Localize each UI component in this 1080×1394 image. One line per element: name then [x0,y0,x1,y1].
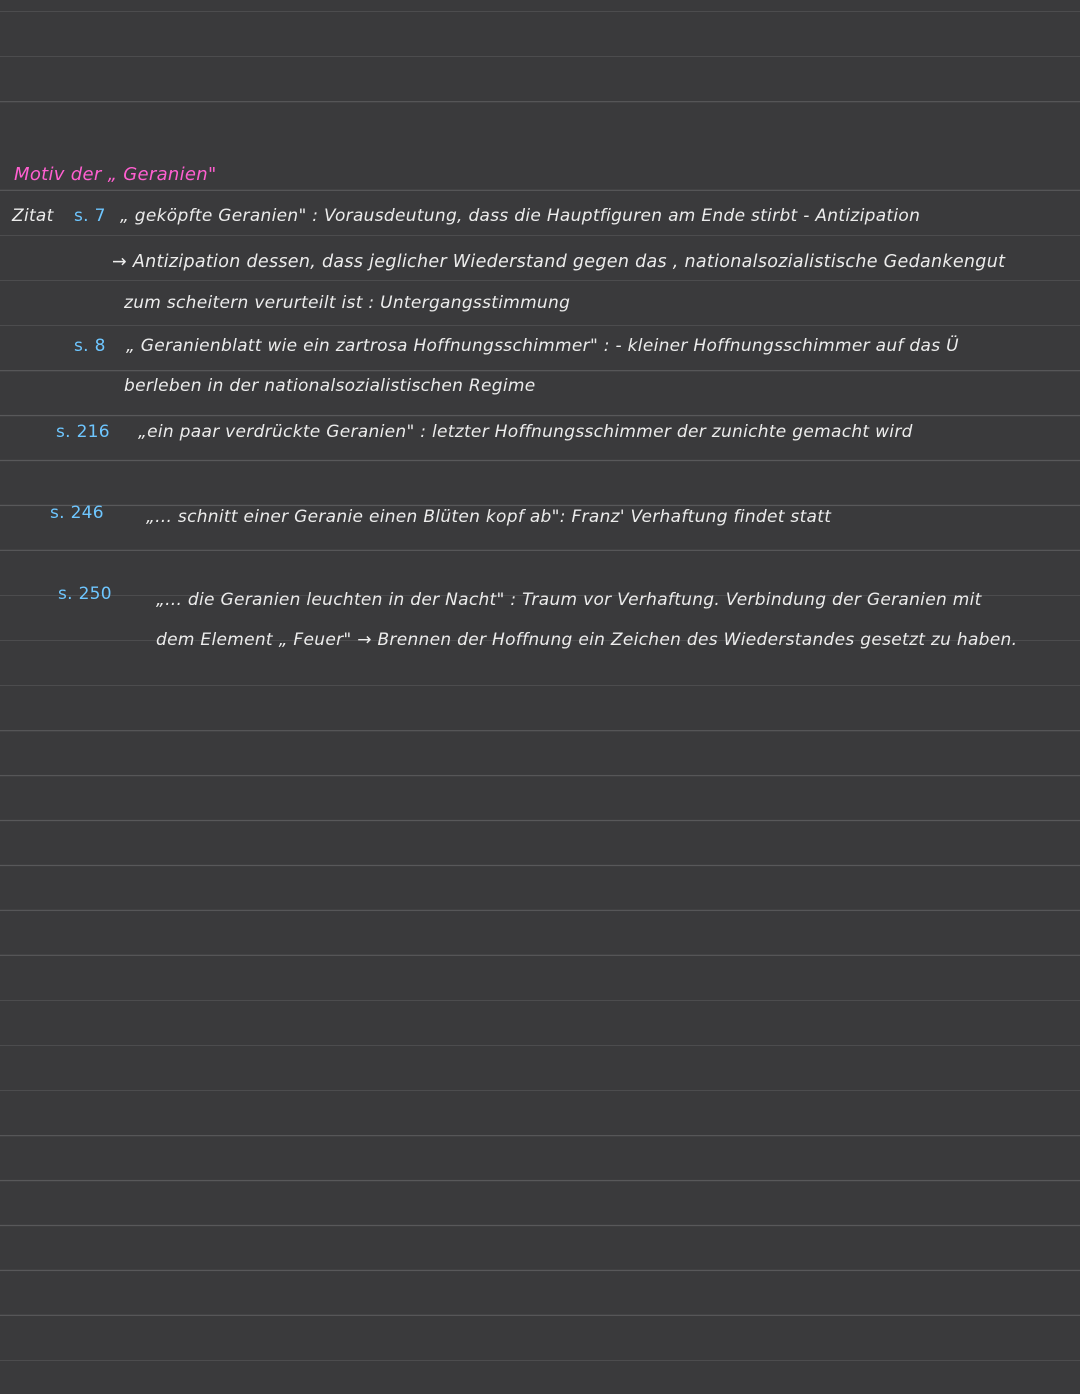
page-ref-216: s. 216 [56,422,110,442]
entry-250-line-2: dem Element „ Feuer" → Brennen der Hoffnung ein Zeichen des Wiederstandes gesetzt zu haben. [156,630,1018,650]
entry-7-line-2: → Antizipation dessen, dass jeglicher Wiederstand gegen das , nationalsozialistische Gedankengut [112,252,1006,272]
entry-8-line-2: berleben in der nationalsozialistischen Regime [124,376,536,396]
page-ref-7: s. 7 [74,206,106,226]
entry-7-line-3: zum scheitern verurteilt ist : Untergangsstimmung [124,293,571,313]
page-ref-8: s. 8 [74,336,106,356]
entry-250-line-1: „... die Geranien leuchten in der Nacht" : Traum vor Verhaftung. Verbindung der Geranien mit [156,590,982,610]
entry-8-line-1: „ Geranienblatt wie ein zartrosa Hoffnungsschimmer" : - kleiner Hoffnungsschimmer auf das Ü [126,336,959,356]
note-heading: Motiv der „ Geranien" [14,164,217,185]
page-ref-250: s. 250 [58,584,112,604]
entry-7-line-1: „ geköpfte Geranien" : Vorausdeutung, dass die Hauptfiguren am Ende stirbt - Antizipation [120,206,921,226]
entry-216-line-1: „ein paar verdrückte Geranien" : letzter Hoffnungsschimmer der zunichte gemacht wird [138,422,913,442]
zitat-label: Zitat [12,206,54,226]
page-ref-246: s. 246 [50,503,104,523]
entry-246-line-1: „... schnitt einer Geranie einen Blüten kopf ab": Franz' Verhaftung findet statt [146,507,832,527]
